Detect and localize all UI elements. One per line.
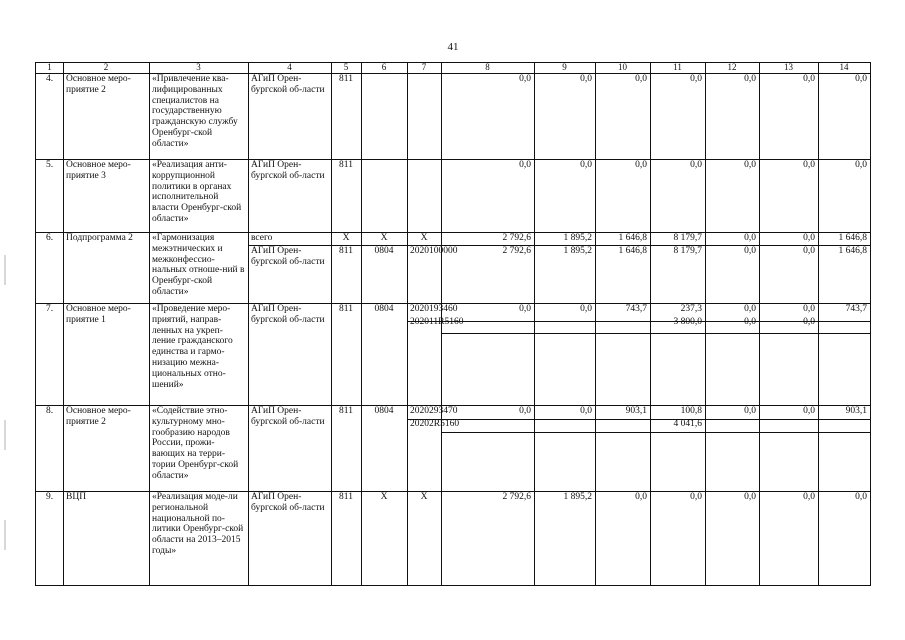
row-number: 7. bbox=[45, 304, 54, 314]
grid-vline bbox=[361, 63, 362, 586]
value-cell: 0,0 bbox=[803, 304, 815, 314]
grbs-code: 811 bbox=[339, 160, 353, 170]
target-article-code: 2020293470 bbox=[410, 406, 458, 416]
program-name: «Реализация анти-коррупционной политики в органах исполнительной власти Оренбург-ской области» bbox=[152, 160, 242, 224]
total-mark: Х bbox=[342, 233, 350, 243]
value-cell bbox=[441, 418, 534, 431]
total-value-cell: 2 792,6 bbox=[502, 233, 531, 243]
value-cell: 0,0 bbox=[855, 492, 867, 502]
value-cell bbox=[818, 418, 870, 431]
grbs-code: 811 bbox=[339, 406, 353, 416]
row-number: 5. bbox=[45, 160, 54, 170]
column-number-header: 12 bbox=[727, 62, 737, 72]
total-value-cell: 1 646,8 bbox=[618, 233, 647, 243]
program-status: Подпрограмма 2 bbox=[66, 233, 133, 243]
target-article-code bbox=[407, 73, 441, 86]
total-value-cell: 1 646,8 bbox=[838, 233, 867, 243]
program-name: «Реализация моде-ли региональной национальной по-литики Оренбург-ской области на 2013–2015 годы» bbox=[152, 492, 244, 556]
program-name: «Содействие этно-культурному мно-гообразию народов России, прожи-вающих на терри-тории Оренбург-ской области» bbox=[152, 406, 239, 481]
value-cell: 0,0 bbox=[803, 246, 815, 256]
column-number-header: 6 bbox=[381, 62, 387, 72]
column-number-header: 3 bbox=[196, 62, 201, 72]
total-mark: Х bbox=[380, 233, 388, 243]
value-cell: 4 041,6 bbox=[673, 419, 702, 429]
value-cell bbox=[595, 316, 650, 329]
value-cell: 1 895,2 bbox=[563, 492, 592, 502]
value-cell: 743,7 bbox=[625, 304, 647, 314]
value-cell bbox=[759, 418, 818, 431]
value-cell bbox=[818, 316, 870, 329]
value-cell bbox=[441, 316, 534, 329]
row-number: 9. bbox=[45, 492, 54, 502]
total-value-cell: 0,0 bbox=[803, 233, 815, 243]
column-number-header: 10 bbox=[618, 62, 627, 72]
value-cell: 0,0 bbox=[690, 74, 702, 84]
value-cell: 0,0 bbox=[803, 492, 815, 502]
value-cell: 903,1 bbox=[845, 406, 867, 416]
value-cell: 0,0 bbox=[855, 160, 867, 170]
column-number-header: 13 bbox=[784, 62, 793, 72]
total-value-cell: 0,0 bbox=[744, 233, 756, 243]
value-cell bbox=[705, 418, 759, 431]
executor: АГиП Орен-бургской об-ласти bbox=[251, 74, 325, 95]
total-value-cell: 8 179,7 bbox=[673, 233, 702, 243]
grbs-code: 811 bbox=[339, 492, 353, 502]
executor: АГиП Орен-бургской об-ласти bbox=[251, 492, 325, 513]
program-name: «Гармонизация межэтнических и межконфессио-нальных отноше-ний в Оренбург-ской области» bbox=[152, 233, 245, 297]
column-number-header: 8 bbox=[485, 62, 490, 72]
column-number-header: 5 bbox=[343, 62, 349, 72]
grid-subline bbox=[441, 333, 870, 334]
section-code: 0804 bbox=[374, 246, 394, 256]
column-number-header: 9 bbox=[562, 62, 567, 72]
value-cell: 2 792,6 bbox=[502, 492, 531, 502]
value-cell bbox=[534, 418, 595, 431]
value-cell: 0,0 bbox=[803, 74, 815, 84]
program-status: ВЦП bbox=[66, 492, 87, 502]
executor: АГиП Орен-бургской об-ласти bbox=[251, 160, 325, 181]
row-number: 4. bbox=[45, 74, 54, 84]
total-value-cell: 1 895,2 bbox=[563, 233, 592, 243]
value-cell: 0,0 bbox=[635, 74, 647, 84]
value-cell: 743,7 bbox=[845, 304, 867, 314]
program-name: «Проведение меро-приятий, направ-ленных на укреп-ление гражданского единства и гармо-низацию межна-циональных отно-шений» bbox=[152, 304, 233, 390]
value-cell bbox=[534, 316, 595, 329]
grbs-code: 811 bbox=[339, 74, 353, 84]
value-cell: 0,0 bbox=[690, 160, 702, 170]
scan-edge-mark bbox=[4, 255, 6, 285]
grbs-code: 811 bbox=[339, 246, 353, 256]
scan-edge-mark bbox=[4, 420, 6, 450]
value-cell: 1 646,8 bbox=[838, 246, 867, 256]
value-cell: 0,0 bbox=[690, 492, 702, 502]
column-number-header: 7 bbox=[421, 62, 427, 72]
executor: АГиП Орен-бургской об-ласти bbox=[251, 304, 325, 325]
value-cell: 0,0 bbox=[580, 74, 592, 84]
row-number: 6. bbox=[45, 233, 54, 243]
value-cell: 0,0 bbox=[519, 304, 531, 314]
column-number-header: 1 bbox=[47, 62, 52, 72]
section-code: 0804 bbox=[374, 304, 394, 314]
column-number-header: 11 bbox=[673, 62, 682, 72]
value-cell: 0,0 bbox=[580, 160, 592, 170]
value-cell: 1 895,2 bbox=[563, 246, 592, 256]
total-mark: Х bbox=[420, 233, 428, 243]
column-number-header: 14 bbox=[839, 62, 849, 72]
value-cell: 0,0 bbox=[635, 160, 647, 170]
value-cell: 0,0 bbox=[580, 406, 592, 416]
program-name: «Привлечение ква-лифицированных специалистов на государственную гражданскую службу Оренбург-ской области» bbox=[152, 74, 238, 149]
value-cell: 0,0 bbox=[519, 406, 531, 416]
section-code bbox=[361, 73, 407, 86]
value-cell: 0,0 bbox=[744, 160, 756, 170]
grid-vline bbox=[331, 63, 332, 586]
section-code bbox=[361, 159, 407, 172]
target-article-code bbox=[407, 159, 441, 172]
section-code: Х bbox=[380, 492, 388, 502]
value-cell: 0,0 bbox=[744, 74, 756, 84]
value-cell: 0,0 bbox=[803, 160, 815, 170]
grid-subline bbox=[441, 432, 870, 433]
value-cell: 0,0 bbox=[744, 406, 756, 416]
value-cell: 0,0 bbox=[635, 492, 647, 502]
value-cell: 903,1 bbox=[625, 406, 647, 416]
target-article-code: 2020193460 bbox=[410, 304, 458, 314]
scan-edge-mark bbox=[4, 520, 6, 550]
column-number-header: 2 bbox=[103, 62, 109, 72]
section-code: 0804 bbox=[374, 406, 394, 416]
row-number: 8. bbox=[45, 406, 54, 416]
value-cell: 0,0 bbox=[803, 406, 815, 416]
value-cell: 0,0 bbox=[580, 304, 592, 314]
value-cell: 0,0 bbox=[519, 74, 531, 84]
executor-total-label: всего bbox=[251, 233, 273, 243]
value-cell: 237,3 bbox=[680, 304, 702, 314]
program-status: Основное меро-приятие 1 bbox=[66, 304, 131, 325]
value-cell: 2 792,6 bbox=[502, 246, 531, 256]
grbs-code: 811 bbox=[339, 304, 353, 314]
value-cell: 3 800,0 bbox=[673, 317, 702, 327]
value-cell: 0,0 bbox=[519, 160, 531, 170]
value-cell: 8 179,7 bbox=[673, 246, 702, 256]
program-status: Основное меро-приятие 3 bbox=[66, 160, 131, 181]
executor: АГиП Орен-бургской об-ласти bbox=[251, 406, 325, 427]
value-cell: 0,0 bbox=[803, 317, 815, 327]
value-cell: 0,0 bbox=[744, 492, 756, 502]
budget-table bbox=[35, 62, 871, 586]
value-cell: 0,0 bbox=[744, 246, 756, 256]
program-status: Основное меро-приятие 2 bbox=[66, 406, 131, 427]
value-cell: 0,0 bbox=[744, 317, 756, 327]
value-cell: 0,0 bbox=[855, 74, 867, 84]
program-status: Основное меро-приятие 2 bbox=[66, 74, 131, 95]
target-article-code: 20202R5160 bbox=[410, 419, 460, 429]
target-article-code: 2020100000 bbox=[410, 246, 458, 256]
value-cell: 1 646,8 bbox=[618, 246, 647, 256]
page-number: 41 bbox=[447, 41, 459, 53]
value-cell: 100,8 bbox=[680, 406, 702, 416]
executor: АГиП Орен-бургской об-ласти bbox=[251, 246, 325, 267]
column-number-header: 4 bbox=[287, 62, 292, 72]
target-article-code: Х bbox=[420, 492, 428, 502]
value-cell bbox=[595, 418, 650, 431]
value-cell: 0,0 bbox=[744, 304, 756, 314]
target-article-code: 202011R5160 bbox=[410, 317, 464, 327]
